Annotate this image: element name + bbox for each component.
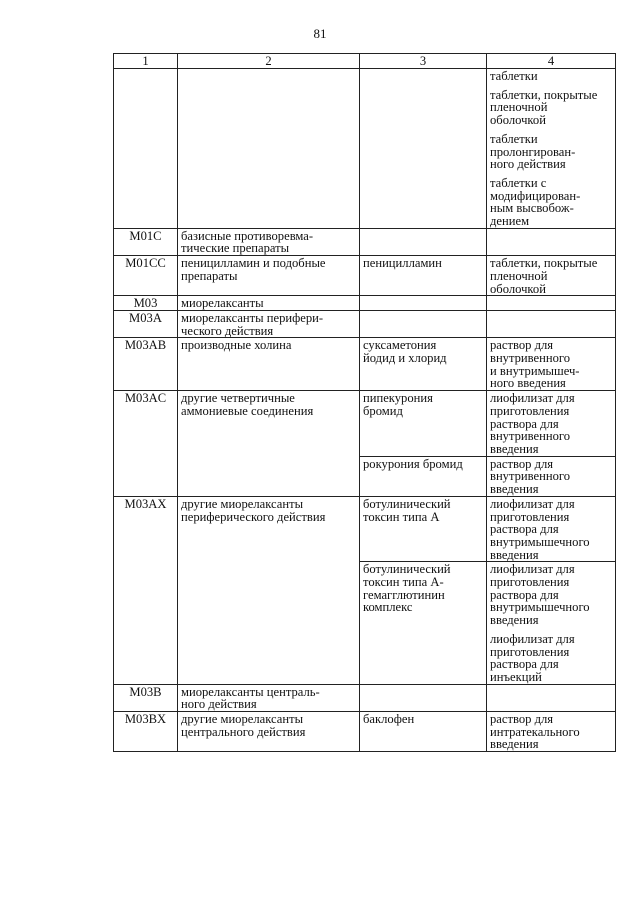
atc-code: M03B	[114, 684, 178, 711]
active-substance	[360, 310, 487, 337]
active-substance: ботулинический токсин типа А- гемагглютинин комплекс	[360, 562, 487, 684]
active-substance: рокурония бромид	[360, 456, 487, 496]
dosage-form: раствор для интратекального введения	[487, 712, 616, 752]
pharmacological-group: миорелаксанты централь- ного действия	[178, 684, 360, 711]
pharmacological-group: другие миорелаксанты центрального действия	[178, 712, 360, 752]
table-row	[114, 256, 616, 296]
column-header-1: 1	[114, 54, 178, 69]
pharmacological-group: миорелаксанты	[178, 296, 360, 311]
dosage-form: лиофилизат для приготовления раствора для внутримышечного введения	[487, 496, 616, 562]
table-row	[114, 296, 616, 311]
dosage-form: раствор для внутривенного и внутримышеч- ного введения	[487, 338, 616, 391]
pharmacological-group: миорелаксанты перифери- ческого действия	[178, 310, 360, 337]
drug-table	[113, 53, 616, 752]
pharmacological-group: другие четвертичные аммониевые соединения	[178, 391, 360, 497]
table-row	[114, 338, 616, 391]
table-row	[114, 712, 616, 752]
atc-code: M03A	[114, 310, 178, 337]
dosage-form	[487, 228, 616, 255]
pharmacological-group: пеницилламин и подобные препараты	[178, 256, 360, 296]
table-row	[114, 496, 616, 562]
atc-code: M03AC	[114, 391, 178, 497]
active-substance: ботулинический токсин типа А	[360, 496, 487, 562]
dosage-form: лиофилизат для приготовления раствора для инъекций	[490, 631, 575, 684]
column-header-2: 2	[178, 54, 360, 69]
dosage-form: лиофилизат для приготовления раствора для внутривенного введения	[487, 391, 616, 457]
dosage-form	[487, 310, 616, 337]
table-row	[114, 228, 616, 255]
dosage-form	[487, 296, 616, 311]
active-substance	[360, 296, 487, 311]
active-substance: баклофен	[360, 712, 487, 752]
atc-code: M03BX	[114, 712, 178, 752]
dosage-forms	[487, 69, 616, 229]
dosage-form: раствор для внутривенного введения	[487, 456, 616, 496]
pharmacological-group	[178, 69, 360, 229]
atc-code: M01CC	[114, 256, 178, 296]
table-row	[114, 684, 616, 711]
atc-code	[114, 69, 178, 229]
dosage-form: таблетки	[490, 69, 538, 83]
pharmacological-group: производные холина	[178, 338, 360, 391]
atc-code: M03AX	[114, 496, 178, 684]
active-substance	[360, 684, 487, 711]
active-substance: суксаметония йодид и хлорид	[360, 338, 487, 391]
atc-code: M03	[114, 296, 178, 311]
active-substance	[360, 228, 487, 255]
dosage-form: таблетки, покрытые пленочной оболочкой	[490, 87, 598, 128]
dosage-form	[487, 684, 616, 711]
active-substance	[360, 69, 487, 229]
active-substance: пипекурония бромид	[360, 391, 487, 457]
dosage-forms	[487, 562, 616, 684]
table-row	[114, 69, 616, 229]
dosage-form: лиофилизат для приготовления раствора для внутримышечного введения	[490, 562, 590, 628]
dosage-form: таблетки с модифицирован- ным высвобож- дением	[490, 175, 581, 229]
active-substance: пеницилламин	[360, 256, 487, 296]
dosage-form: таблетки пролонгирован- ного действия	[490, 131, 576, 172]
table-row	[114, 310, 616, 337]
pharmacological-group: другие миорелаксанты периферического действия	[178, 496, 360, 684]
column-header-row	[114, 54, 616, 69]
dosage-form: таблетки, покрытые пленочной оболочкой	[487, 256, 616, 296]
page-number: 81	[313, 26, 327, 41]
atc-code: M01C	[114, 228, 178, 255]
pharmacological-group: базисные противоревма- тические препараты	[178, 228, 360, 255]
column-header-4: 4	[487, 54, 616, 69]
table-row	[114, 391, 616, 457]
atc-code: M03AB	[114, 338, 178, 391]
column-header-3: 3	[360, 54, 487, 69]
